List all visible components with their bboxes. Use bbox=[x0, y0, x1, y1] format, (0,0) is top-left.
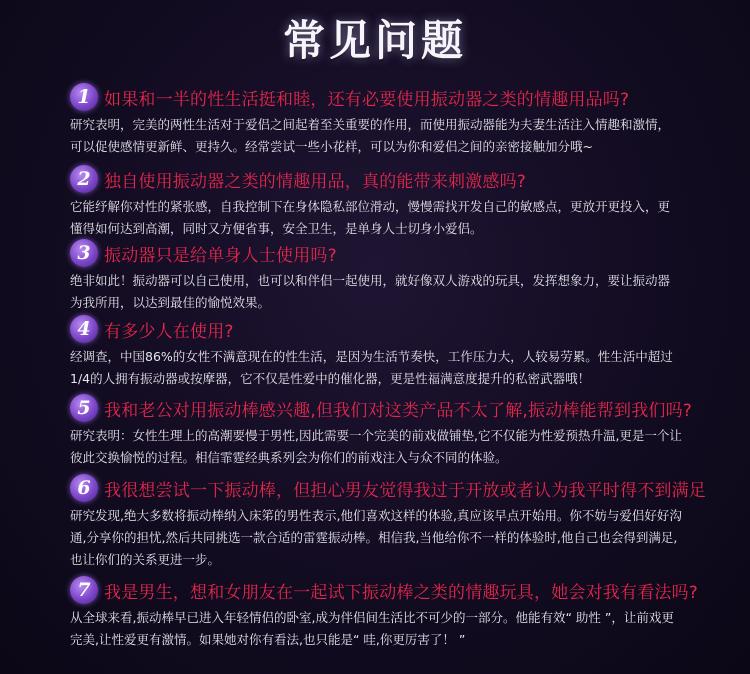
faq-answer: 研究表明：女性生理上的高潮要慢于男性,因此需要一个完美的前戏做铺垫,它不仅能为性爱预热升温,更是一个让彼此交换愉悦的过程。相信霏霆经典系列会为你们的前戏注入与众不同的体验。 bbox=[70, 428, 682, 465]
faq-question-row bbox=[70, 473, 706, 503]
faq-answer: 研究发现,绝大多数将振动棒纳入床笫的男性表示,他们喜欢这样的体验,真应该早点开始用。你不妨与爱侣好好沟通,分享你的担忧,然后共同挑选一款合适的雷霆振动棒。相信我,当他给你不一样的体验时,他自己也会得到满足,也让你们的关系更进一步。 bbox=[70, 508, 682, 567]
faq-answer: 绝非如此！振动器可以自己使用，也可以和伴侣一起使用，就好像双人游戏的玩具，发挥想象力，要让振动器为我所用，以达到最佳的愉悦效果。 bbox=[70, 273, 671, 310]
faq-answer: 从全球来看,振动棒早已进入年轻情侣的卧室,成为伴侣间生活比不可少的一部分。他能有效“ 助性 ”，让前戏更完美,让性爱更有激情。如果她对你有看法,也只能是“ 哇,你更厉害了！ ” bbox=[70, 610, 674, 647]
faq-question: 我和老公对用振动棒感兴趣,但我们对这类产品不太了解,振动棒能帮到我们吗? bbox=[104, 400, 693, 421]
faq-answer: 经调查，中国86%的女性不满意现在的性生活，是因为生活节奏快，工作压力大，人较易劳累。性生活中超过1/4的人拥有振动器或按摩器，它不仅是性爱中的催化器，更是性福满意度提升的私密武器哦！ bbox=[70, 349, 673, 386]
faq-question: 独自使用振动器之类的情趣用品，真的能带来刺激感吗? bbox=[104, 171, 527, 192]
number-badge-icon: 3 bbox=[70, 239, 98, 267]
faq-answer: 它能纾解你对性的紧张感，自我控制下在身体隐私部位滑动，慢慢需找开发自己的敏感点，更放开更投入，更懂得如何达到高潮，同时又方便省事，安全卫生，是单身人士切身小爱侣。 bbox=[70, 199, 671, 236]
faq-question: 我是男生，想和女朋友在一起试下振动棒之类的情趣玩具，她会对我有看法吗? bbox=[104, 582, 699, 603]
number-badge-icon: 7 bbox=[70, 576, 98, 604]
faq-question: 振动器只是给单身人士使用吗? bbox=[104, 245, 337, 266]
number-badge-icon: 4 bbox=[70, 315, 98, 343]
faq-question-row bbox=[70, 393, 692, 423]
number-badge-icon: 5 bbox=[70, 394, 98, 422]
faq-question-row bbox=[70, 82, 629, 112]
number-badge-icon: 2 bbox=[70, 165, 98, 193]
faq-question-row bbox=[70, 575, 698, 605]
number-badge-icon: 1 bbox=[70, 83, 98, 111]
number-badge-icon: 6 bbox=[70, 474, 98, 502]
faq-question: 我很想尝试一下振动棒，但担心男友觉得我过于开放或者认为我平时得不到满足 bbox=[104, 480, 706, 501]
page-title: 常见问题 bbox=[282, 16, 467, 65]
faq-question-row bbox=[70, 238, 337, 268]
faq-question: 如果和一半的性生活挺和睦，还有必要使用振动器之类的情趣用品吗? bbox=[104, 89, 630, 110]
faq-answer: 研究表明，完美的两性生活对于爱侣之间起着至关重要的作用，而使用振动器能为夫妻生活注入情趣和激情，可以促使感情更新鲜、更持久。经常尝试一些小花样，可以为你和爱侣之间的亲密接触加分哦~ bbox=[70, 117, 671, 154]
faq-question-row bbox=[70, 164, 526, 194]
faq-question-row bbox=[70, 314, 234, 344]
faq-question: 有多少人在使用? bbox=[104, 321, 234, 342]
